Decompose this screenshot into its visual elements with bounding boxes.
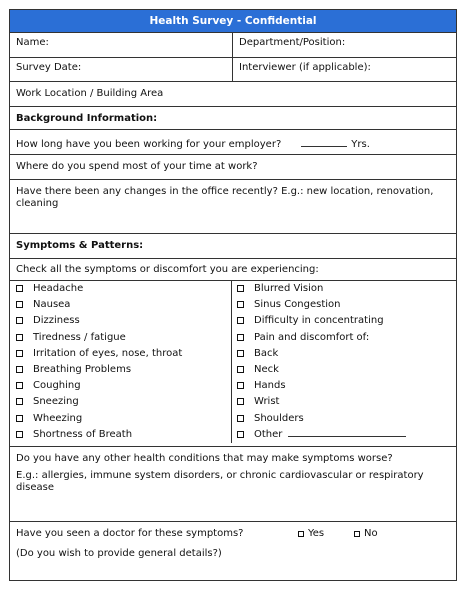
checkbox[interactable]: [16, 301, 23, 308]
yes-checkbox[interactable]: [298, 531, 304, 537]
symptom-item[interactable]: [16, 346, 230, 362]
doctor-question: Have you seen a doctor for these symptoms?: [16, 528, 244, 539]
no-option[interactable]: [354, 528, 378, 539]
symptom-label: Sinus Congestion: [254, 299, 341, 311]
symptom-item[interactable]: [237, 330, 452, 346]
checkbox[interactable]: [16, 350, 23, 357]
years-input[interactable]: [301, 136, 347, 147]
symptoms-heading: Symptoms & Patterns:: [10, 234, 456, 259]
symptom-item[interactable]: [16, 394, 230, 410]
other-conditions-example: E.g.: allergies, immune system disorders, or chronic cardiovascular or respiratory disease: [16, 470, 424, 493]
checkbox[interactable]: [237, 350, 244, 357]
checkbox[interactable]: [237, 398, 244, 405]
name-label: Name:: [16, 37, 49, 48]
symptom-item[interactable]: [237, 411, 452, 427]
symptom-label: Hands: [254, 380, 286, 392]
symptom-item[interactable]: [237, 346, 452, 362]
symptom-item[interactable]: [237, 313, 452, 329]
symptom-label: Tiredness / fatigue: [33, 331, 126, 343]
symptom-item[interactable]: [16, 281, 230, 297]
yes-option[interactable]: [298, 528, 324, 539]
date-interviewer-row: [10, 58, 456, 82]
no-checkbox[interactable]: [354, 531, 360, 537]
symptom-label: Back: [254, 347, 279, 359]
work-location-field[interactable]: [10, 82, 456, 107]
symptom-item[interactable]: [16, 362, 230, 378]
checkbox[interactable]: [237, 317, 244, 324]
employment-question: How long have you been working for your employer?: [16, 139, 282, 150]
symptom-label: Wheezing: [33, 412, 83, 424]
survey-date-label: Survey Date:: [16, 62, 82, 73]
yes-label: Yes: [308, 528, 325, 539]
survey-date-field[interactable]: [10, 58, 233, 81]
symptom-label: Headache: [33, 283, 84, 294]
symptom-label: Neck: [254, 363, 279, 375]
symptom-label: Other: [254, 428, 283, 440]
checkbox[interactable]: [237, 382, 244, 389]
checkbox[interactable]: [16, 398, 23, 405]
checkbox[interactable]: [16, 415, 23, 422]
other-conditions-row[interactable]: [10, 447, 456, 522]
symptom-item[interactable]: [16, 378, 230, 394]
symptom-label: Shortness of Breath: [33, 428, 133, 440]
symptom-item[interactable]: [237, 281, 452, 297]
work-location-label: Work Location / Building Area: [16, 88, 164, 99]
other-symptom-input[interactable]: [288, 427, 406, 437]
checkbox[interactable]: [237, 334, 244, 341]
symptoms-instruction: Check all the symptoms or discomfort you are experiencing:: [16, 264, 319, 275]
symptom-label: Shoulders: [254, 412, 304, 424]
symptoms-checklist: [10, 280, 456, 443]
symptom-label: Difficulty in concentrating: [254, 315, 384, 327]
form-title: Health Survey - Confidential: [10, 10, 456, 33]
details-prompt: (Do you wish to provide general details?): [16, 548, 222, 559]
checkbox[interactable]: [237, 415, 244, 422]
checkbox[interactable]: [16, 382, 23, 389]
symptom-label: Irritation of eyes, nose, throat: [33, 347, 183, 359]
symptom-label: Dizziness: [33, 315, 80, 327]
symptom-label: Wrist: [254, 396, 280, 408]
symptom-item[interactable]: [16, 427, 230, 443]
checkbox[interactable]: [16, 366, 23, 373]
symptom-item[interactable]: [16, 297, 230, 313]
no-label: No: [364, 528, 378, 539]
background-heading: Background Information:: [10, 107, 456, 130]
department-field[interactable]: [233, 33, 456, 57]
symptom-label: Nausea: [33, 299, 71, 311]
checklist-divider: [231, 281, 232, 443]
symptom-item[interactable]: [16, 330, 230, 346]
office-changes-row[interactable]: [10, 180, 456, 234]
checkbox[interactable]: [16, 317, 23, 324]
symptom-label: Pain and discomfort of:: [254, 331, 370, 343]
name-field[interactable]: [10, 33, 233, 57]
checkbox[interactable]: [16, 334, 23, 341]
checkbox[interactable]: [237, 431, 244, 438]
symptom-item[interactable]: [237, 362, 452, 378]
symptom-label: Sneezing: [33, 396, 79, 408]
symptom-item[interactable]: [16, 313, 230, 329]
checkbox[interactable]: [16, 285, 23, 292]
department-label: Department/Position:: [239, 37, 346, 48]
checkbox[interactable]: [237, 301, 244, 308]
interviewer-field[interactable]: [233, 58, 456, 81]
interviewer-label: Interviewer (if applicable):: [239, 62, 371, 73]
other-conditions-question: Do you have any other health conditions that may make symptoms worse?: [16, 453, 393, 464]
symptom-item[interactable]: [237, 378, 452, 394]
symptoms-section: [10, 259, 456, 447]
symptom-item[interactable]: [237, 394, 452, 410]
checkbox[interactable]: [237, 285, 244, 292]
doctor-row: [10, 522, 456, 580]
symptom-label: Breathing Problems: [33, 363, 132, 375]
symptom-item[interactable]: [237, 297, 452, 313]
symptom-label: Coughing: [33, 380, 81, 392]
symptom-item[interactable]: [16, 411, 230, 427]
name-department-row: [10, 33, 456, 58]
symptoms-right-column: [237, 281, 452, 443]
health-survey-form: [9, 9, 457, 581]
time-at-work-question: Where do you spend most of your time at work?: [16, 161, 258, 172]
office-changes-question: Have there been any changes in the office recently? E.g.: new location, renovation, cleaning: [16, 186, 434, 209]
checkbox[interactable]: [16, 431, 23, 438]
checkbox[interactable]: [237, 366, 244, 373]
years-unit: Yrs.: [351, 139, 370, 150]
symptom-label: Blurred Vision: [254, 283, 324, 294]
time-at-work-row[interactable]: [10, 155, 456, 180]
symptoms-left-column: [16, 281, 230, 443]
employment-duration-row: [10, 130, 456, 155]
symptom-item[interactable]: [237, 427, 452, 443]
